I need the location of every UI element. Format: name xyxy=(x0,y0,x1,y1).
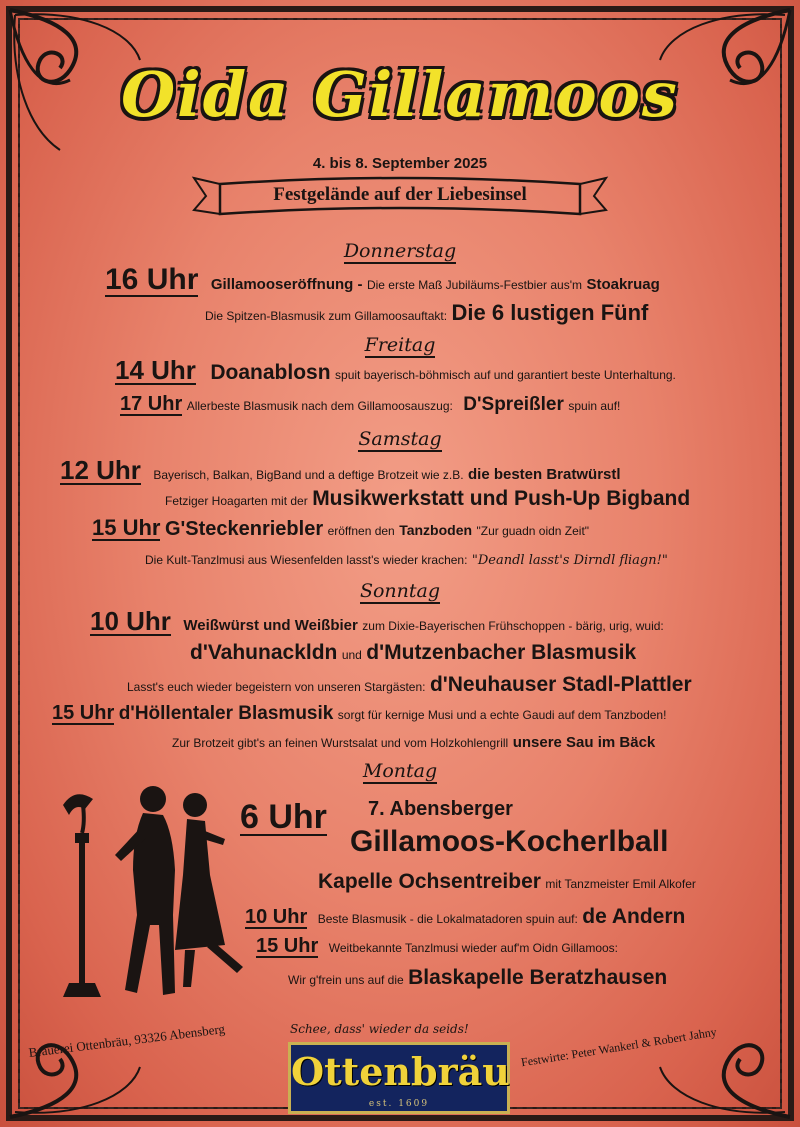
event-name: Gillamooseröffnung - xyxy=(210,276,363,293)
event-name: de Andern xyxy=(582,905,686,928)
event-name: 7. Abensberger xyxy=(368,798,513,820)
time-label: 14 Uhr xyxy=(115,355,196,385)
time-label: 15 Uhr xyxy=(52,702,115,724)
time-label: 16 Uhr xyxy=(105,263,199,296)
day-heading-montag: Montag xyxy=(362,760,438,782)
event-description: Beste Blasmusik - die Lokalmatadoren spuin auf: xyxy=(317,912,578,926)
schedule-line xyxy=(172,734,655,752)
event-description: Wir g'frein uns auf die xyxy=(288,973,404,987)
event-description: Lasst's euch wieder begeistern von unseren Stargästen: xyxy=(127,680,426,694)
schedule-line xyxy=(288,966,667,990)
schedule-line xyxy=(52,703,666,725)
festival-location: Festgelände auf der Liebesinsel xyxy=(273,184,527,205)
event-quote: "Deandl lasst's Dirndl fliagn!" xyxy=(471,553,668,568)
schedule-line xyxy=(368,798,513,821)
schedule-line xyxy=(115,357,676,385)
schedule-line xyxy=(165,487,690,511)
event-description: spuin auf! xyxy=(568,399,621,413)
logo-established: est. 1609 xyxy=(368,1099,430,1109)
event-description: Die Spitzen-Blasmusik zum Gillamoosauftakt: xyxy=(205,309,448,323)
schedule-line xyxy=(318,870,696,894)
day-heading-freitag: Freitag xyxy=(364,334,436,356)
event-description: spuit bayerisch-böhmisch auf und garantiert beste Unterhaltung. xyxy=(335,368,676,382)
schedule-line xyxy=(240,800,327,836)
event-description: Zur Brotzeit gibt's an feinen Wurstsalat und vom Holzkohlengrill xyxy=(172,736,509,750)
event-name: Weißwürst und Weißbier xyxy=(183,617,358,634)
ribbon xyxy=(210,172,590,220)
swirl-ornament-icon xyxy=(650,967,800,1127)
ottenbraeu-logo xyxy=(288,1042,510,1114)
event-description: Allerbeste Blasmusik nach dem Gillamoosauszug: xyxy=(186,399,453,413)
schedule-line xyxy=(90,608,664,636)
event-name: Die 6 lustigen Fünf xyxy=(451,300,649,325)
event-description: zum Dixie-Bayerischen Frühschoppen - bärig, urig, wuid: xyxy=(362,619,664,633)
schedule-line xyxy=(205,300,648,326)
dancing-couple-silhouette-icon xyxy=(55,775,255,1005)
event-name: d'Neuhauser Stadl-Plattler xyxy=(429,673,692,696)
event-name: Blaskapelle Beratzhausen xyxy=(408,966,668,989)
event-name: Musikwerkstatt und Push-Up Bigband xyxy=(312,487,691,510)
event-name: Doanablosn xyxy=(210,361,331,384)
brewery-address: Brauerei Ottenbräu, 93326 Abensberg xyxy=(27,1021,226,1060)
event-description: "Zur guadn oidn Zeit" xyxy=(476,524,590,538)
logo-text: Ottenbräu xyxy=(291,1049,510,1094)
time-label: 10 Uhr xyxy=(90,606,171,636)
poster-title: Oida Gillamoos xyxy=(121,58,679,131)
time-label: 15 Uhr xyxy=(256,935,319,957)
event-name: Kapelle Ochsentreiber xyxy=(318,870,541,893)
schedule-line xyxy=(145,551,668,569)
event-name: unsere Sau im Bäck xyxy=(512,734,656,751)
event-name: D'Spreißler xyxy=(463,394,564,415)
time-label: 12 Uhr xyxy=(60,455,141,485)
event-name: d'Mutzenbacher Blasmusik xyxy=(366,641,637,664)
day-heading-sonntag: Sonntag xyxy=(359,580,441,602)
event-description: Die erste Maß Jubiläums-Festbier aus'm xyxy=(366,278,582,292)
time-label: 10 Uhr xyxy=(245,906,308,928)
schedule-line xyxy=(105,265,660,297)
event-description: und xyxy=(341,648,362,662)
schedule-line xyxy=(256,936,618,958)
event-date: 4. bis 8. September 2025 xyxy=(312,155,488,172)
event-description: sorgt für kernige Musi und a echte Gaudi auf dem Tanzboden! xyxy=(337,708,667,722)
event-name: Tanzboden xyxy=(399,522,473,538)
schedule-line xyxy=(350,825,668,859)
event-name: Stoakruag xyxy=(586,276,660,293)
schedule-line xyxy=(190,641,636,665)
event-description: Weitbekannte Tanzlmusi wieder auf'm Oidn Gillamoos: xyxy=(328,941,619,955)
event-description: mit Tanzmeister Emil Alkofer xyxy=(545,877,696,891)
event-name: d'Höllentaler Blasmusik xyxy=(118,703,334,724)
event-description: Die Kult-Tanzlmusi aus Wiesenfelden lasst's wieder krachen: xyxy=(145,553,468,567)
schedule-line xyxy=(127,673,692,697)
event-description: Fetziger Hoagarten mit der xyxy=(165,494,308,508)
event-name: die besten Bratwürstl xyxy=(468,466,621,483)
time-label: 6 Uhr xyxy=(240,798,327,836)
event-description: Bayerisch, Balkan, BigBand und a deftige Brotzeit wie z.B. xyxy=(153,468,464,482)
event-name: G'Steckenriebler xyxy=(164,518,324,540)
schedule-line xyxy=(60,457,621,485)
schedule-line xyxy=(245,905,685,929)
slogan: Schee, dass' wieder da seids! xyxy=(290,1022,469,1036)
time-label: 15 Uhr xyxy=(92,515,161,540)
day-heading-donnerstag: Donnerstag xyxy=(343,240,457,262)
day-heading-samstag: Samstag xyxy=(358,428,442,450)
time-label: 17 Uhr xyxy=(120,393,183,415)
schedule-line xyxy=(92,517,589,541)
festival-hosts: Festwirte: Peter Wankerl & Robert Jahny xyxy=(520,1024,718,1070)
schedule-line xyxy=(120,394,620,416)
event-name: d'Vahunackldn xyxy=(190,641,338,664)
event-description: eröffnen den xyxy=(327,524,395,538)
event-name: Gillamoos-Kocherlball xyxy=(350,825,669,858)
